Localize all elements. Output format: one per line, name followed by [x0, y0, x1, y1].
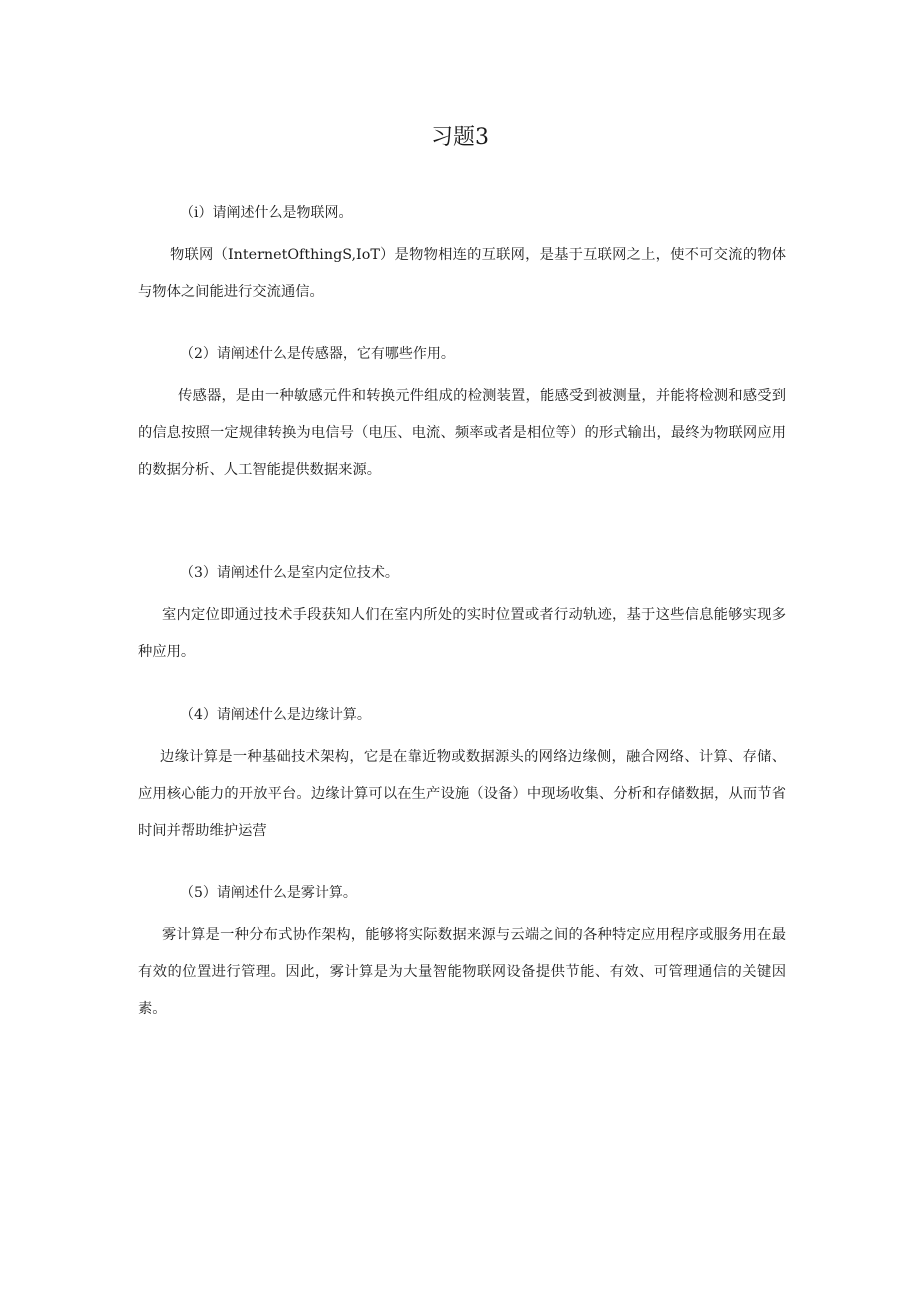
section-4 [138, 704, 786, 850]
document-title: 习题3 [431, 125, 489, 150]
question-4: （4）请阐述什么是边缘计算。 [180, 707, 371, 723]
question-1: （i）请阐述什么是物联网。 [180, 205, 353, 221]
section-2 [138, 343, 786, 489]
answer-2: 传感器，是由一种敏感元件和转换元件组成的检测装置，能感受到被测量，并能将检测和感受到的信息按照一定规律转换为电信号（电压、电流、频率或者是相位等）的形式输出，最终为物联网应用的数据分析、人工智能提供数据来源。 [138, 388, 786, 478]
question-2: （2）请阐述什么是传感器，它有哪些作用。 [180, 346, 455, 362]
answer-1: 物联网（InternetOfthingS,IoT）是物物相连的互联网，是基于互联网之上，使不可交流的物体与物体之间能进行交流通信。 [138, 247, 786, 300]
section-3 [138, 562, 786, 671]
answer-4: 边缘计算是一种基础技术架构，它是在靠近物或数据源头的网络边缘侧，融合网络、计算、存储、应用核心能力的开放平台。边缘计算可以在生产设施（设备）中现场收集、分析和存储数据，从而节省时间并帮助维护运营 [138, 749, 786, 839]
question-3: （3）请阐述什么是室内定位技术。 [180, 565, 399, 581]
question-5: （5）请阐述什么是雾计算。 [180, 885, 357, 901]
section-5 [138, 882, 786, 1028]
answer-5: 雾计算是一种分布式协作架构，能够将实际数据来源与云端之间的各种特定应用程序或服务用在最有效的位置进行管理。因此，雾计算是为大量智能物联网设备提供节能、有效、可管理通信的关键因素。 [138, 927, 786, 1017]
answer-3: 室内定位即通过技术手段获知人们在室内所处的实时位置或者行动轨迹，基于这些信息能够实现多种应用。 [138, 607, 786, 660]
section-1 [138, 202, 786, 311]
